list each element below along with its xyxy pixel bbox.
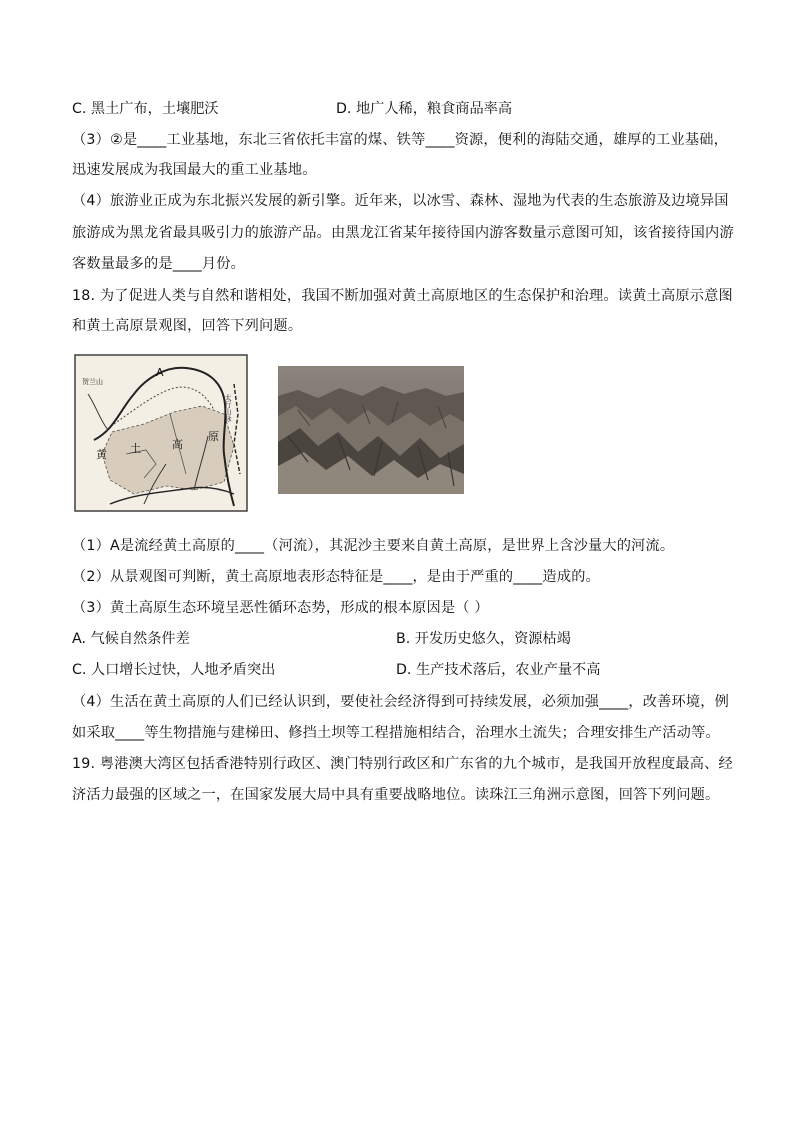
map-label-huang: 黄 [96, 448, 107, 461]
q18-option-b: B. 开发历史悠久，资源枯竭 [396, 631, 571, 647]
q18-option-c: C. 人口增长过快，人地矛盾突出 [72, 662, 276, 678]
q17-part4-line2: 旅游成为黑龙省最具吸引力的旅游产品。由黑龙江省某年接待国内游客数量示意图可知，该省接待国内游 [72, 225, 734, 241]
q18-part4-line1: （4）生活在黄土高原的人们已经认识到，要使社会经济得到可持续发展，必须加强____，改善环境，例 [72, 694, 730, 710]
map-label-gao: 高 [172, 438, 183, 451]
q18-stem-line1: 18. 为了促进人类与自然和谐相处，我国不断加强对黄土高原地区的生态保护和治理。读黄土高原示意图 [72, 288, 733, 304]
loess-plateau-landscape-photo [278, 366, 464, 494]
q18-part1: （1）A是流经黄土高原的____（河流），其泥沙主要来自黄土高原，是世界上含沙量大的河流。 [72, 538, 675, 554]
q18-part2: （2）从景观图可判断，黄土高原地表形态特征是____，是由于严重的____造成的。 [72, 569, 600, 585]
map-label-tu: 土 [130, 442, 141, 455]
q17-part4-line3: 客数量最多的是____月份。 [72, 256, 246, 272]
q18-part4-line2: 如采取____等生物措施与建梯田、修挡土坝等工程措施相结合，治理水土流失；合理安排生产活动等。 [72, 725, 720, 741]
q19-stem-line1: 19. 粤港澳大湾区包括香港特别行政区、澳门特别行政区和广东省的九个城市，是我国开放程度最高、经 [72, 756, 733, 772]
q17-part3-line1: （3）②是____工业基地，东北三省依托丰富的煤、铁等____资源，便利的海陆交通，雄厚的工业基础， [72, 132, 728, 148]
map-label-yuan: 原 [208, 430, 219, 443]
q17-part3-line2: 迅速发展成为我国最大的重工业基地。 [72, 162, 317, 178]
map-label-top-left: 贺兰山 [82, 378, 103, 386]
q18-option-a: A. 气候自然条件差 [72, 631, 190, 647]
loess-plateau-map [74, 354, 248, 512]
q18-option-d: D. 生产技术落后，农业产量不高 [396, 662, 601, 678]
q18-stem-line2: 和黄土高原景观图，回答下列问题。 [72, 318, 303, 334]
q19-stem-line2: 济活力最强的区域之一，在国家发展大局中具有重要战略地位。读珠江三角洲示意图，回答下列问题。 [72, 787, 720, 803]
q17-option-d: D. 地广人稀，粮食商品率高 [336, 101, 513, 117]
map-label-a: A [156, 366, 164, 379]
q17-option-c: C. 黑土广布，土壤肥沃 [72, 101, 219, 117]
q17-part4-line1: （4）旅游业正成为东北振兴发展的新引擎。近年来，以冰雪、森林、湿地为代表的生态旅游及边境异国 [72, 193, 729, 209]
map-label-right: 太行山脉 [224, 394, 232, 422]
q18-part3: （3）黄土高原生态环境呈恶性循环态势，形成的根本原因是（ ） [72, 600, 489, 616]
